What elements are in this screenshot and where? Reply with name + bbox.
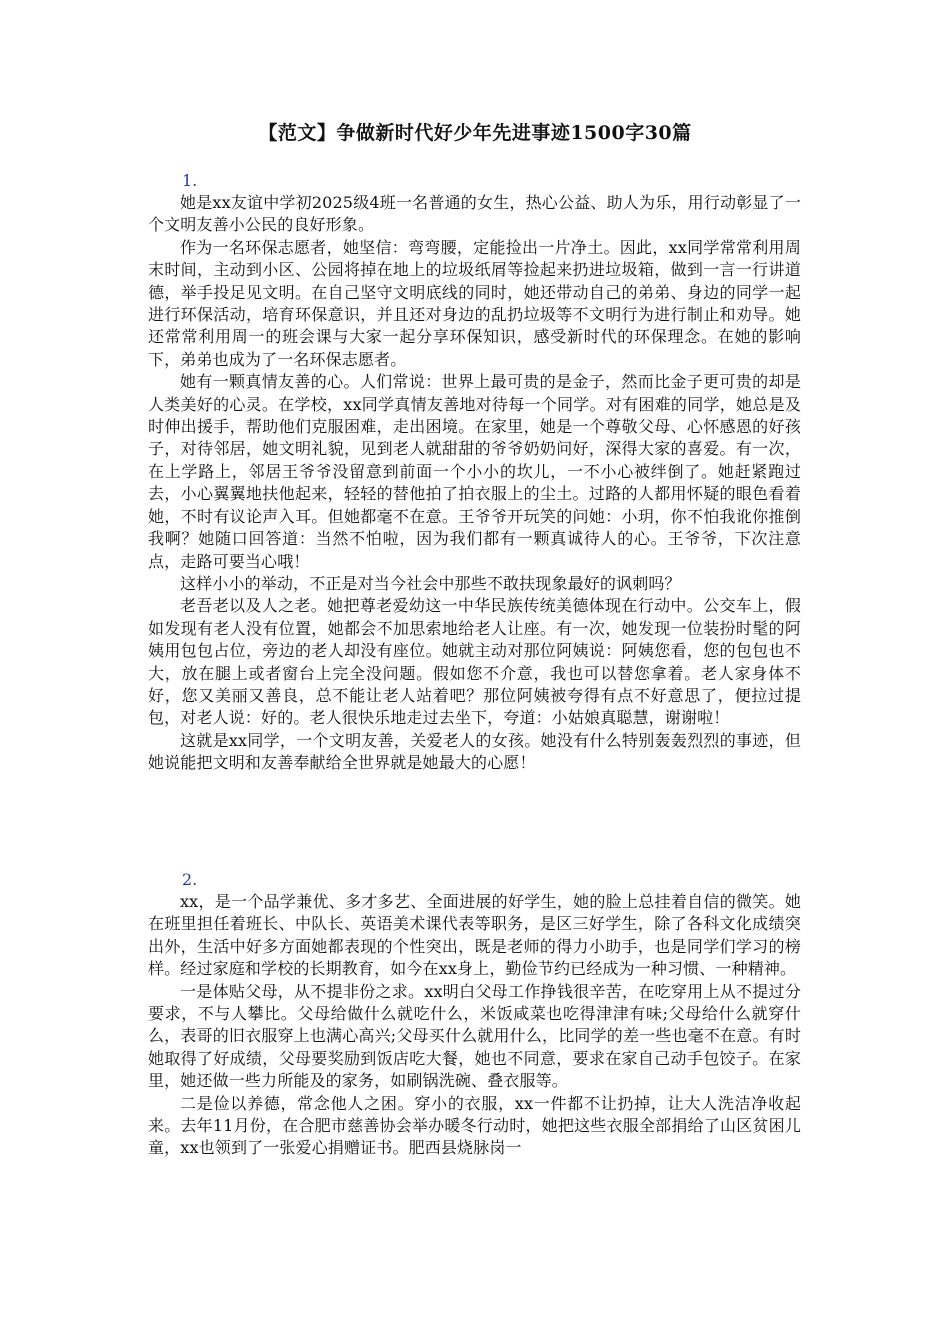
paragraph: 这就是xx同学，一个文明友善，关爱老人的女孩。她没有什么特别轰轰烈烈的事迹，但她说能把文明和友善奉献给全世界就是她最大的心愿！ xyxy=(148,730,801,773)
document-title: 【范文】争做新时代好少年先进事迹1500字30篇 xyxy=(258,122,692,144)
paragraph: 这样小小的举动，不正是对当今社会中那些不敢扶现象最好的讽刺吗？ xyxy=(180,573,681,593)
paragraph: 她是xx友谊中学初2025级4班一名普通的女生，热心公益、助人为乐，用行动彰显了一个文明友善小公民的良好形象。 xyxy=(148,193,801,235)
article-section-2 xyxy=(148,869,801,1160)
paragraph: 老吾老以及人之老。她把尊老爱幼这一中华民族传统美德体现在行动中。公交车上，假如发现有老人没有位置，她都会不加思索地给老人让座。有一次，她发现一位装扮时髦的阿姨用包包占位，旁边的老人却没有座位。她就主动对那位阿姨说：阿姨您看，您的包包也不大，放在腿上或者窗台上完全没问题。假如您不介意，我也可以替您拿着。老人家身体不好，您又美丽又善良，总不能让老人站着吧？那位阿姨被夸得有点不好意思了，便拉过提包，对老人说：好的。老人很快乐地走过去坐下，夸道：小姑娘真聪慧，谢谢啦！ xyxy=(148,596,801,728)
section-number: 2. xyxy=(182,870,198,889)
paragraph: 一是体贴父母，从不提非份之求。xx明白父母工作挣钱很辛苦，在吃穿用上从不提过分要求，不与人攀比。父母给做什么就吃什么，米饭咸菜也吃得津津有味;父母给什么就穿什么，表哥的旧衣服穿上也满心高兴;父母买什么就用什么，比同学的差一些也毫不在意。有时她取得了好成绩，父母要奖励到饭店吃大餐，她也不同意，要求在家自己动手包饺子。在家里，她还做一些力所能及的家务，如刷锅洗碗、叠衣服等。 xyxy=(148,981,801,1091)
section-number: 1. xyxy=(182,171,198,190)
paragraph: xx，是一个品学兼优、多才多艺、全面进展的好学生，她的脸上总挂着自信的微笑。她在班里担任着班长、中队长、英语美术课代表等职务，是区三好学生，除了各科文化成绩突出外，生活中好多方面她都表现的个性突出，既是老师的得力小助手，也是同学们学习的榜样。经过家庭和学校的长期教育，如今在xx身上，勤俭节约已经成为一种习惯、一种精神。 xyxy=(148,892,801,979)
article-section-1 xyxy=(148,170,801,775)
paragraph: 她有一颗真情友善的心。人们常说：世界上最可贵的是金子，然而比金子更可贵的却是人类美好的心灵。在学校，xx同学真情友善地对待每一个同学。对有困难的同学，她总是及时伸出援手，帮助他们克服困难，走出困境。在家里，她是一个尊敬父母、心怀感恩的好孩子，对待邻居，她文明礼貌，见到老人就甜甜的爷爷奶奶问好，深得大家的喜爱。有一次，在上学路上，邻居王爷爷没留意到前面一个小小的坎儿，一不小心被绊倒了。她赶紧跑过去，小心翼翼地扶他起来，轻轻的替他拍了拍衣服上的尘土。过路的人都用怀疑的眼色看着她，不时有议论声入耳。但她都毫不在意。王爷爷开玩笑的问她：小玥，你不怕我讹你推倒我啊？她随口回答道：当然不怕啦，因为我们都有一颗真诚待人的心。王爷爷，下次注意点，走路可要当心哦！ xyxy=(148,372,801,571)
paragraph: 二是俭以养德，常念他人之困。穿小的衣服，xx一件都不让扔掉，让大人洗洁净收起来。去年11月份，在合肥市慈善协会举办暖冬行动时，她把这些衣服全部捐给了山区贫困儿童，xx也领到了一张爱心捐赠证书。肥西县烧脉岗一 xyxy=(148,1093,801,1158)
paragraph: 作为一名环保志愿者，她坚信：弯弯腰，定能捡出一片净土。因此，xx同学常常利用周末时间，主动到小区、公园将掉在地上的垃圾纸屑等捡起来扔进垃圾箱，做到一言一行讲道德，举手投足见文明。在自己坚守文明底线的同时，她还带动自己的弟弟、身边的同学一起进行环保活动，培育环保意识，并且还对身边的乱扔垃圾等不文明行为进行制止和劝导。她还常常利用周一的班会课与大家一起分享环保知识，感受新时代的环保理念。在她的影响下，弟弟也成为了一名环保志愿者。 xyxy=(148,237,801,369)
